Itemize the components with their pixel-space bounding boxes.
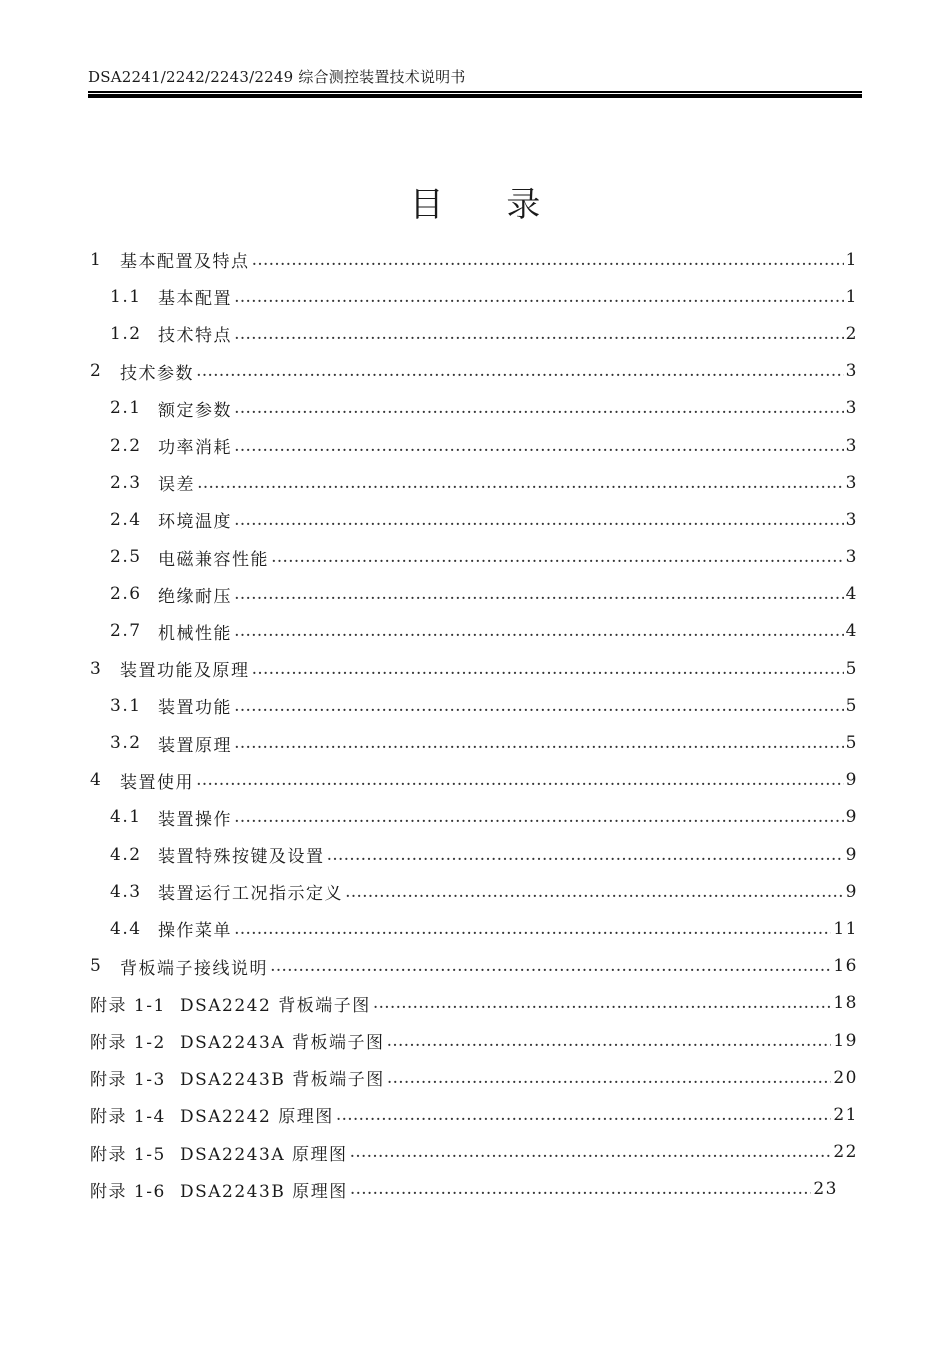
toc-entry[interactable] bbox=[90, 501, 858, 538]
toc-entry-label: DSA2242 原理图 bbox=[180, 1107, 334, 1128]
toc-entry-page-number: 11 bbox=[833, 918, 858, 939]
toc-entry-page-number: 19 bbox=[833, 1030, 858, 1051]
toc-entry-label: 装置功能 bbox=[158, 698, 232, 719]
toc-entry-number: 附录 1-2 bbox=[90, 1033, 166, 1054]
toc-entry[interactable] bbox=[90, 836, 858, 873]
toc-entry-page-number: 20 bbox=[833, 1067, 858, 1088]
toc-leader-dots bbox=[373, 993, 832, 1013]
toc-entry-number: 2.1 bbox=[110, 398, 142, 419]
toc-entry-number: 4.1 bbox=[110, 807, 142, 828]
toc-entry[interactable] bbox=[90, 576, 858, 613]
table-of-contents bbox=[90, 241, 858, 1208]
toc-entry-number: 3.2 bbox=[110, 733, 142, 754]
toc-entry-page-number: 21 bbox=[833, 1104, 858, 1125]
header-rule-thin bbox=[88, 91, 862, 93]
toc-leader-dots bbox=[350, 1179, 812, 1199]
toc-entry[interactable] bbox=[90, 873, 858, 910]
toc-entry-label: DSA2243B 背板端子图 bbox=[180, 1070, 385, 1091]
toc-entry[interactable] bbox=[90, 427, 858, 464]
toc-entry[interactable] bbox=[90, 1134, 858, 1171]
toc-entry-page-number: 5 bbox=[845, 733, 858, 754]
toc-entry-page-number: 5 bbox=[845, 658, 858, 679]
toc-entry-label: 装置功能及原理 bbox=[120, 661, 250, 682]
toc-entry[interactable] bbox=[90, 315, 858, 352]
toc-entry-number: 2.2 bbox=[110, 435, 142, 456]
toc-entry-number: 1.1 bbox=[110, 286, 142, 307]
toc-entry[interactable] bbox=[90, 390, 858, 427]
running-header bbox=[88, 66, 862, 87]
toc-leader-dots bbox=[345, 882, 844, 902]
toc-entry-page-number: 9 bbox=[845, 770, 858, 791]
toc-entry-page-number: 3 bbox=[845, 472, 858, 493]
toc-entry-label: 装置原理 bbox=[158, 735, 232, 756]
toc-leader-dots bbox=[327, 845, 844, 865]
toc-entry[interactable] bbox=[90, 278, 858, 315]
toc-entry-page-number: 4 bbox=[845, 621, 858, 642]
toc-leader-dots bbox=[234, 287, 844, 307]
toc-entry-number: 4.2 bbox=[110, 844, 142, 865]
toc-leader-dots bbox=[336, 1105, 832, 1125]
toc-entry-number: 1 bbox=[90, 249, 103, 270]
toc-leader-dots bbox=[234, 696, 844, 716]
toc-entry[interactable] bbox=[90, 985, 858, 1022]
toc-entry-label: 额定参数 bbox=[158, 400, 232, 421]
toc-entry[interactable] bbox=[90, 241, 858, 278]
toc-entry-page-number: 3 bbox=[845, 435, 858, 456]
toc-entry[interactable] bbox=[90, 353, 858, 390]
toc-entry-label: 电磁兼容性能 bbox=[158, 549, 269, 570]
toc-entry-label: 机械性能 bbox=[158, 623, 232, 644]
toc-entry-number: 5 bbox=[90, 956, 103, 977]
toc-entry-label: 功率消耗 bbox=[158, 438, 232, 459]
toc-entry-page-number: 2 bbox=[845, 323, 858, 344]
toc-leader-dots bbox=[252, 659, 844, 679]
toc-entry-number: 附录 1-6 bbox=[90, 1181, 166, 1202]
toc-entry-label: 误差 bbox=[158, 475, 195, 496]
toc-entry[interactable] bbox=[90, 650, 858, 687]
toc-entry-page-number: 5 bbox=[845, 695, 858, 716]
toc-entry[interactable] bbox=[90, 1022, 858, 1059]
toc-entry-page-number: 1 bbox=[845, 249, 858, 270]
toc-entry-label: 装置特殊按键及设置 bbox=[158, 847, 325, 868]
toc-entry-number: 附录 1-1 bbox=[90, 995, 166, 1016]
toc-entry-label: 装置操作 bbox=[158, 809, 232, 830]
toc-entry-label: 背板端子接线说明 bbox=[120, 958, 268, 979]
toc-entry-number: 2 bbox=[90, 361, 103, 382]
toc-entry-label: 装置使用 bbox=[120, 772, 194, 793]
toc-entry-label: 装置运行工况指示定义 bbox=[158, 884, 343, 905]
toc-entry[interactable] bbox=[90, 799, 858, 836]
toc-leader-dots bbox=[252, 250, 844, 270]
toc-entry-label: 操作菜单 bbox=[158, 921, 232, 942]
toc-entry-page-number: 22 bbox=[833, 1142, 858, 1163]
toc-entry-number: 1.2 bbox=[110, 323, 142, 344]
toc-entry-number: 2.3 bbox=[110, 472, 142, 493]
toc-entry-page-number: 9 bbox=[845, 844, 858, 865]
toc-entry-number: 附录 1-4 bbox=[90, 1107, 166, 1128]
toc-entry-label: 技术特点 bbox=[158, 326, 232, 347]
toc-leader-dots bbox=[234, 919, 831, 939]
toc-entry-page-number: 23 bbox=[813, 1179, 838, 1200]
toc-leader-dots bbox=[196, 770, 844, 790]
toc-entry-number: 附录 1-5 bbox=[90, 1144, 166, 1165]
toc-entry-page-number: 18 bbox=[833, 993, 858, 1014]
toc-entry-page-number: 16 bbox=[833, 956, 858, 977]
toc-leader-dots bbox=[234, 398, 844, 418]
toc-leader-dots bbox=[196, 361, 844, 381]
toc-entry-number: 4.3 bbox=[110, 881, 142, 902]
toc-leader-dots bbox=[387, 1031, 832, 1051]
toc-leader-dots bbox=[271, 547, 844, 567]
toc-entry[interactable] bbox=[90, 1096, 858, 1133]
toc-entry-number: 2.5 bbox=[110, 547, 142, 568]
toc-entry-number: 3.1 bbox=[110, 695, 142, 716]
toc-entry-number: 3 bbox=[90, 658, 103, 679]
toc-entry-number: 4 bbox=[90, 770, 103, 791]
toc-leader-dots bbox=[387, 1068, 832, 1088]
toc-leader-dots bbox=[234, 584, 844, 604]
toc-entry-label: DSA2243A 背板端子图 bbox=[180, 1033, 385, 1054]
toc-entry[interactable] bbox=[90, 1171, 838, 1208]
toc-entry-number: 附录 1-3 bbox=[90, 1070, 166, 1091]
toc-entry-label: 绝缘耐压 bbox=[158, 586, 232, 607]
toc-entry-label: DSA2242 背板端子图 bbox=[180, 995, 371, 1016]
toc-leader-dots bbox=[197, 473, 844, 493]
toc-leader-dots bbox=[234, 621, 844, 641]
toc-entry-page-number: 4 bbox=[845, 584, 858, 605]
toc-entry[interactable] bbox=[90, 910, 858, 947]
toc-leader-dots bbox=[350, 1142, 832, 1162]
toc-entry-number: 2.6 bbox=[110, 584, 142, 605]
toc-entry-page-number: 9 bbox=[845, 807, 858, 828]
toc-entry-label: 技术参数 bbox=[120, 363, 194, 384]
toc-entry[interactable] bbox=[90, 948, 858, 985]
toc-leader-dots bbox=[234, 510, 844, 530]
toc-entry-page-number: 9 bbox=[845, 881, 858, 902]
toc-entry-label: 基本配置及特点 bbox=[120, 252, 250, 273]
toc-entry[interactable] bbox=[90, 1059, 858, 1096]
header-text: DSA2241/2242/2243/2249 综合测控装置技术说明书 bbox=[88, 68, 466, 86]
toc-entry[interactable] bbox=[90, 687, 858, 724]
toc-entry-page-number: 3 bbox=[845, 509, 858, 530]
toc-entry[interactable] bbox=[90, 613, 858, 650]
toc-entry-page-number: 1 bbox=[845, 286, 858, 307]
toc-entry-page-number: 3 bbox=[845, 361, 858, 382]
toc-leader-dots bbox=[234, 436, 844, 456]
page-title: 目 录 bbox=[409, 184, 567, 225]
toc-entry-number: 2.4 bbox=[110, 509, 142, 530]
toc-leader-dots bbox=[270, 956, 831, 976]
toc-entry[interactable] bbox=[90, 724, 858, 761]
toc-entry-label: DSA2243B 原理图 bbox=[180, 1181, 348, 1202]
toc-entry-number: 2.7 bbox=[110, 621, 142, 642]
header-rule-thick bbox=[88, 94, 862, 98]
toc-entry-number: 4.4 bbox=[110, 918, 142, 939]
toc-entry-label: DSA2243A 原理图 bbox=[180, 1144, 348, 1165]
toc-entry-label: 环境温度 bbox=[158, 512, 232, 533]
toc-leader-dots bbox=[234, 733, 844, 753]
toc-entry[interactable] bbox=[90, 539, 858, 576]
toc-entry-page-number: 3 bbox=[845, 547, 858, 568]
toc-entry[interactable] bbox=[90, 762, 858, 799]
toc-entry-label: 基本配置 bbox=[158, 289, 232, 310]
toc-entry-page-number: 3 bbox=[845, 398, 858, 419]
toc-leader-dots bbox=[234, 324, 844, 344]
toc-entry[interactable] bbox=[90, 464, 858, 501]
toc-leader-dots bbox=[234, 807, 844, 827]
